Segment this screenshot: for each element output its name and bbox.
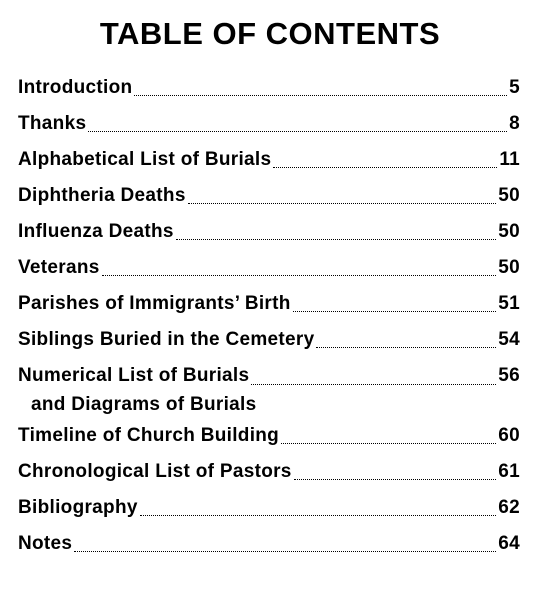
toc-page-number: 51: [498, 293, 520, 314]
toc-entry-label: Timeline of Church Building: [18, 425, 280, 446]
toc-entry-thanks[interactable]: [18, 106, 520, 142]
dot-leader: [140, 514, 497, 516]
toc-page-number: 8: [509, 113, 520, 134]
toc-entry-parishes[interactable]: [18, 286, 520, 322]
toc-page-number: 60: [498, 425, 520, 446]
dot-leader: [102, 274, 497, 276]
toc-entry-veterans[interactable]: [18, 250, 520, 286]
toc-page-number: 50: [498, 221, 520, 242]
toc-entry-bibliography[interactable]: [18, 490, 520, 526]
toc-entry-label: Alphabetical List of Burials: [18, 149, 272, 170]
toc-entry-label: Parishes of Immigrants’ Birth: [18, 293, 291, 314]
toc-entry-label: Introduction: [18, 77, 133, 98]
dot-leader: [176, 238, 496, 240]
dot-leader: [293, 310, 497, 312]
toc-entry-label: Chronological List of Pastors: [18, 461, 292, 482]
toc-list: [18, 70, 520, 562]
toc-entry-pastors[interactable]: [18, 454, 520, 490]
toc-entry-alphabetical-list[interactable]: [18, 142, 520, 178]
toc-entry-label: Numerical List of Burials: [18, 365, 250, 386]
toc-page-number: 50: [498, 257, 520, 278]
toc-entry-label: Siblings Buried in the Cemetery: [18, 329, 315, 350]
toc-entry-label: Diphtheria Deaths: [18, 185, 186, 206]
toc-entry-label: Veterans: [18, 257, 100, 278]
dot-leader: [188, 202, 497, 204]
dot-leader: [251, 383, 496, 385]
toc-entry-timeline[interactable]: [18, 418, 520, 454]
toc-entry-sub-label: and Diagrams of Burials: [31, 393, 257, 415]
toc-page-number: 5: [509, 77, 520, 98]
toc-entry-label: Influenza Deaths: [18, 221, 174, 242]
toc-page-number: 61: [498, 461, 520, 482]
toc-page-number: 11: [499, 149, 520, 170]
toc-entry-label: Notes: [18, 533, 73, 554]
dot-leader: [294, 478, 497, 480]
toc-page-number: 50: [498, 185, 520, 206]
toc-entry-notes[interactable]: [18, 526, 520, 562]
toc-page-number: 54: [498, 329, 520, 350]
toc-entry-siblings[interactable]: [18, 322, 520, 358]
toc-page-number: 62: [498, 497, 520, 518]
toc-entry-influenza-deaths[interactable]: [18, 214, 520, 250]
toc-page-number: 64: [498, 533, 520, 554]
toc-entry-numerical-list[interactable]: [18, 358, 520, 418]
dot-leader: [281, 442, 496, 444]
dot-leader: [316, 346, 496, 348]
toc-page-number: 56: [498, 365, 520, 386]
dot-leader: [74, 550, 496, 552]
page-title: TABLE OF CONTENTS: [99, 16, 441, 51]
toc-entry-diphtheria-deaths[interactable]: [18, 178, 520, 214]
dot-leader: [273, 166, 497, 168]
toc-entry-label: Thanks: [18, 113, 87, 134]
dot-leader: [88, 130, 507, 132]
toc-entry-label: Bibliography: [18, 497, 138, 518]
dot-leader: [134, 94, 507, 96]
toc-entry-introduction[interactable]: [18, 70, 520, 106]
